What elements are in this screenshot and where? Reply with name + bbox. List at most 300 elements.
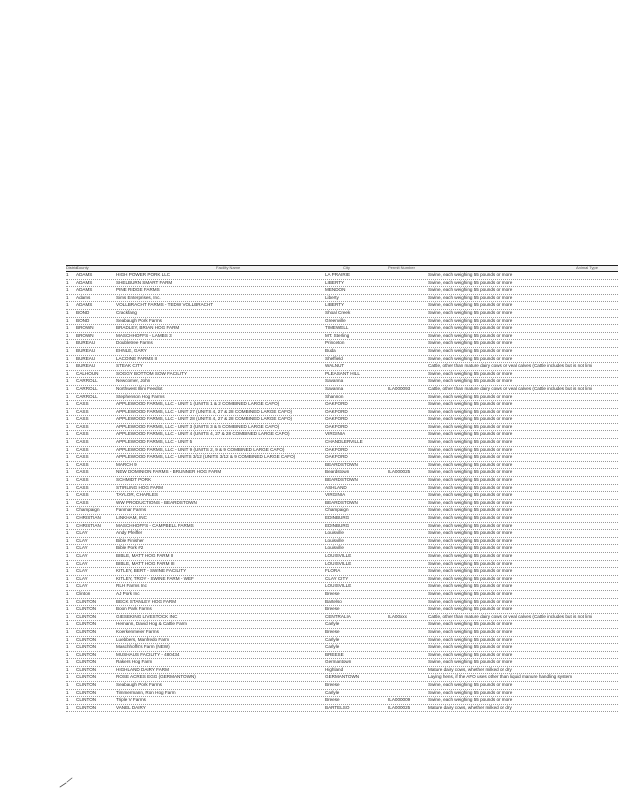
cell-facility-name: HIGH POWER PORK LLC	[116, 272, 171, 277]
cell-facility-name: Newcomer, John	[116, 378, 151, 384]
cell-district: 1	[66, 446, 69, 452]
cell-county: CHRISTIAN	[76, 522, 101, 528]
cell-animal-type: Swine, each weighing 55 pounds or more	[428, 355, 513, 361]
cell-district: 1	[66, 325, 69, 331]
cell-facility-name: Doubletree Farms	[116, 340, 153, 346]
cell-district: 1	[66, 682, 69, 688]
cell-animal-type: Swine, each weighing 55 pounds or more	[428, 332, 513, 338]
cell-facility-name: BECK STANLEY HOG FARM	[116, 598, 177, 604]
cell-city: BEARDSTOWN	[325, 499, 358, 505]
cell-city: Sheffield	[325, 355, 343, 361]
table-row	[66, 287, 618, 295]
cell-animal-type: Swine, each weighing 55 pounds or more	[428, 317, 513, 323]
table-row	[66, 507, 618, 515]
cell-city: MENDON	[325, 287, 346, 293]
cell-city: OAKFORD	[325, 446, 348, 452]
cell-district: 1	[66, 461, 69, 467]
table-row	[66, 401, 618, 409]
table-row	[66, 690, 618, 698]
table-row	[66, 500, 618, 508]
cell-district: 1	[66, 606, 69, 612]
cell-facility-name: APPLEWOOD FARMS, LLC - UNIT 5	[116, 439, 193, 445]
cell-district: 1	[66, 507, 69, 513]
header-district: District	[66, 265, 79, 271]
cell-animal-type: Cattle, other than mature dairy cows or veal calves (Cattle includes but is not limi	[428, 385, 593, 391]
cell-facility-name: GIESEKING LIVESTOCK INC	[116, 613, 178, 619]
cell-district: 1	[66, 287, 69, 293]
cell-facility-name: Bible Finisher	[116, 537, 144, 543]
cell-facility-name: WW PRODUCTIONS - BEARDSTOWN	[116, 499, 197, 505]
cell-district: 1	[66, 370, 69, 376]
cell-city: BEARDSTOWN	[325, 477, 358, 483]
cell-county: ADAMS	[76, 279, 93, 285]
cell-district: 1	[66, 431, 69, 437]
cell-facility-name: Bible Pork #2	[116, 545, 144, 551]
table-row	[66, 515, 618, 523]
cell-district: 1	[66, 659, 69, 665]
cell-county: CASS	[76, 416, 89, 422]
cell-facility-name: Andy Pfeiffer	[116, 530, 143, 536]
cell-county: BROWN	[76, 325, 94, 331]
cell-county: CLINTON	[76, 598, 97, 604]
cell-city: LIBERTY	[325, 302, 345, 308]
cell-facility-name: KITLEY, TROY - SWINE FARM - WEF	[116, 575, 194, 581]
cell-animal-type: Swine, each weighing 55 pounds or more	[428, 492, 513, 498]
cell-district: 1	[66, 590, 69, 596]
cell-county: CASS	[76, 499, 89, 505]
table-row	[66, 325, 618, 333]
cell-district: 1	[66, 355, 69, 361]
table-row	[66, 477, 618, 485]
cell-facility-name: Seabaugh Pork Farms	[116, 317, 162, 323]
cell-district: 1	[66, 568, 69, 574]
table-row	[66, 621, 618, 629]
table-row	[66, 363, 618, 371]
cell-district: 1	[66, 439, 69, 445]
cell-facility-name: Stephenson Hog Farms	[116, 393, 165, 399]
cell-district: 1	[66, 294, 69, 300]
cell-facility-name: APPLEWOOD FARMS, LLC - UNIT 9 (UNITS 2, 9 & 9 COMBINED LARGE CAFO)	[116, 446, 285, 452]
cell-city: LOUISVILLE	[325, 560, 352, 566]
table-row	[66, 538, 618, 546]
cell-animal-type: Swine, each weighing 55 pounds or more	[428, 454, 513, 460]
cell-county: BUREAU	[76, 347, 96, 353]
cell-facility-name: KITLEY, BERT - SWINE FACILITY	[116, 568, 187, 574]
cell-city: GERMANTOWN	[325, 674, 360, 680]
table-row	[66, 454, 618, 462]
cell-county: BOND	[76, 317, 90, 323]
cell-district: 1	[66, 545, 69, 551]
cell-animal-type: Swine, each weighing 55 pounds or more	[428, 272, 513, 277]
cell-facility-name: HIGHLAND DAIRY FARM	[116, 666, 169, 672]
cell-animal-type: Swine, each weighing 55 pounds or more	[428, 644, 513, 650]
table-row	[66, 659, 618, 667]
table-row	[66, 348, 618, 356]
cell-district: 1	[66, 385, 69, 391]
header-county: County	[76, 265, 89, 271]
cell-facility-name: SCHMIDT PORK	[116, 477, 152, 483]
cell-animal-type: Swine, each weighing 55 pounds or more	[428, 598, 513, 604]
cell-city: Shannon	[325, 393, 344, 399]
cell-facility-name: NEW DOMINION FARMS - BRUNNER HOG FARM	[116, 469, 222, 475]
table-row	[66, 424, 618, 432]
cell-city: Savanna	[325, 385, 344, 391]
cell-city: Louisville	[325, 537, 344, 543]
cell-animal-type: Swine, each weighing 55 pounds or more	[428, 499, 513, 505]
cell-city: MT. Sterling	[325, 332, 350, 338]
table-row	[66, 568, 618, 576]
cell-facility-name: BIBLE, MATT HOG FARM III	[116, 560, 175, 566]
cell-county: CLAY	[76, 568, 88, 574]
table-row	[66, 462, 618, 470]
table-header	[66, 265, 618, 272]
cell-district: 1	[66, 628, 69, 634]
cell-animal-type: Swine, each weighing 55 pounds or more	[428, 401, 513, 407]
cell-county: ADAMS	[76, 287, 93, 293]
cell-district: 1	[66, 416, 69, 422]
cell-county: CLINTON	[76, 659, 97, 665]
cell-animal-type: Swine, each weighing 55 pounds or more	[428, 583, 513, 589]
cell-county: ADAMS	[76, 302, 93, 308]
table-row	[66, 280, 618, 288]
cell-city: Highland	[325, 666, 344, 672]
cell-animal-type: Swine, each weighing 55 pounds or more	[428, 621, 513, 627]
cell-city: OAKFORD	[325, 454, 348, 460]
cell-district: 1	[66, 552, 69, 558]
cell-facility-name: Timmermann, Ron Hog Farm	[116, 689, 176, 695]
cell-city: Liberty	[325, 294, 339, 300]
cell-county: CALHOUN	[76, 370, 99, 376]
cell-animal-type: Swine, each weighing 55 pounds or more	[428, 309, 513, 315]
cell-district: 1	[66, 309, 69, 315]
cell-facility-name: APPLEWOOD FARMS, LLC - UNIT 1 (UNITS 1 & 2 COMBINED LARGE CAFO)	[116, 401, 280, 407]
cell-county: CARROLL	[76, 393, 98, 399]
cell-district: 1	[66, 689, 69, 695]
cell-city: FLORA	[325, 568, 341, 574]
cell-facility-name: Triple V Farms	[116, 697, 146, 703]
cell-district: 1	[66, 666, 69, 672]
cell-district: 1	[66, 697, 69, 703]
cell-district: 1	[66, 522, 69, 528]
table-row	[66, 378, 618, 386]
cell-county: CASS	[76, 401, 89, 407]
cell-district: 1	[66, 340, 69, 346]
cell-county: CLINTON	[76, 628, 97, 634]
cell-city: VIRGINIA	[325, 431, 346, 437]
cell-animal-type: Swine, each weighing 55 pounds or more	[428, 545, 513, 551]
cell-animal-type: Swine, each weighing 55 pounds or more	[428, 439, 513, 445]
cell-permit-number: ILA000093	[388, 385, 411, 391]
cell-animal-type: Swine, each weighing 55 pounds or more	[428, 408, 513, 414]
cell-animal-type: Mature dairy cows, whether milked or dry	[428, 666, 512, 672]
cell-county: Adams	[76, 294, 91, 300]
cell-animal-type: Swine, each weighing 55 pounds or more	[428, 393, 513, 399]
cell-county: CLINTON	[76, 644, 97, 650]
cell-district: 1	[66, 704, 69, 710]
cell-facility-name: ROSE ACRES EGG (GERMANTOWN)	[116, 674, 196, 680]
table-row	[66, 553, 618, 561]
cell-animal-type: Swine, each weighing 55 pounds or more	[428, 461, 513, 467]
cell-district: 1	[66, 469, 69, 475]
cell-city: Germantown	[325, 659, 352, 665]
cell-animal-type: Swine, each weighing 55 pounds or more	[428, 575, 513, 581]
cell-city: Breese	[325, 628, 340, 634]
cell-animal-type: Swine, each weighing 55 pounds or more	[428, 279, 513, 285]
table-row	[66, 371, 618, 379]
cell-animal-type: Swine, each weighing 55 pounds or more	[428, 515, 513, 520]
cell-facility-name: Boon Park Farms	[116, 606, 152, 612]
table-row	[66, 614, 618, 622]
header-permit: Permit Number	[388, 265, 415, 271]
cell-animal-type: Swine, each weighing 55 pounds or more	[428, 628, 513, 634]
cell-city: CHANDLERVILLE	[325, 439, 363, 445]
cell-county: CASS	[76, 439, 89, 445]
cell-county: CLINTON	[76, 704, 97, 710]
table-row	[66, 394, 618, 402]
pen-stroke-mark	[59, 774, 79, 788]
cell-county: CASS	[76, 423, 89, 429]
cell-facility-name: APPLEWOOD FARMS, LLC - UNIT 27 (UNITS 4, 27 & 28 COMBINED LARGE CAFO)	[116, 408, 293, 414]
cell-animal-type: Swine, each weighing 55 pounds or more	[428, 287, 513, 293]
cell-city: Shoal Creek	[325, 309, 351, 315]
cell-city: OAKFORD	[325, 408, 348, 414]
cell-facility-name: MASCHHOFFS - LAMBS 3	[116, 332, 172, 338]
cell-city: LOUISVILLE	[325, 583, 352, 589]
cell-facility-name: Seabaugh Pork Farms	[116, 682, 162, 688]
table-row	[66, 492, 618, 500]
cell-facility-name: SOGGY BOTTOM SOW FACILITY	[116, 370, 188, 376]
cell-animal-type: Swine, each weighing 55 pounds or more	[428, 325, 513, 331]
cell-animal-type: Swine, each weighing 55 pounds or more	[428, 370, 513, 376]
cell-county: CLAY	[76, 530, 88, 536]
cell-county: CASS	[76, 477, 89, 483]
cell-facility-name: RLH Farms Inc	[116, 583, 147, 589]
cell-city: Buda	[325, 347, 336, 353]
cell-animal-type: Swine, each weighing 55 pounds or more	[428, 477, 513, 483]
cell-facility-name: Sims Enterprises, Inc.	[116, 294, 161, 300]
cell-district: 1	[66, 332, 69, 338]
cell-county: BROWN	[76, 332, 94, 338]
cell-county: CLINTON	[76, 697, 97, 703]
cell-animal-type: Swine, each weighing 55 pounds or more	[428, 560, 513, 566]
cell-county: CLINTON	[76, 689, 97, 695]
cell-city: Champaign	[325, 507, 349, 513]
cell-city: BARTELSO	[325, 704, 350, 710]
cell-facility-name: SHELBURN SMART FARM	[116, 279, 173, 285]
cell-city: ASHLAND	[325, 484, 347, 490]
cell-animal-type: Swine, each weighing 55 pounds or more	[428, 530, 513, 536]
cell-county: CLAY	[76, 537, 88, 543]
cell-animal-type: Swine, each weighing 55 pounds or more	[428, 537, 513, 543]
cell-district: 1	[66, 302, 69, 308]
cell-county: Champaign	[76, 507, 100, 513]
cell-city: Beardstown	[325, 469, 350, 475]
cell-animal-type: Laying hens, if the AFO uses other than liquid manure handling system	[428, 674, 573, 680]
cell-facility-name: APPLEWOOD FARMS, LLC - UNIT 3 (UNITS 3 & 5 COMBINED LARGE CAFO)	[116, 423, 280, 429]
table-row	[66, 652, 618, 660]
table-row	[66, 682, 618, 690]
table-row	[66, 667, 618, 675]
facility-table	[66, 265, 618, 712]
cell-city: EDINBURG	[325, 515, 350, 520]
cell-city: LA PRAIRIE	[325, 272, 351, 277]
cell-facility-name: Koerkenmeier Farms	[116, 628, 159, 634]
cell-district: 1	[66, 575, 69, 581]
cell-district: 1	[66, 644, 69, 650]
cell-city: Carlyle	[325, 621, 340, 627]
cell-animal-type: Swine, each weighing 55 pounds or more	[428, 522, 513, 528]
table-row	[66, 637, 618, 645]
cell-district: 1	[66, 408, 69, 414]
cell-facility-name: EHNLE, GARY	[116, 347, 147, 353]
cell-city: BREESE	[325, 651, 344, 657]
cell-district: 1	[66, 378, 69, 384]
table-row	[66, 409, 618, 417]
cell-district: 1	[66, 477, 69, 483]
cell-animal-type: Swine, each weighing 55 pounds or more	[428, 423, 513, 429]
table-row	[66, 310, 618, 318]
cell-animal-type: Swine, each weighing 55 pounds or more	[428, 340, 513, 346]
cell-county: BOND	[76, 309, 90, 315]
cell-district: 1	[66, 401, 69, 407]
cell-facility-name: PINE RIDGE FARMS	[116, 287, 160, 293]
cell-animal-type: Mature dairy cows, whether milked or dry	[428, 704, 512, 710]
cell-district: 1	[66, 279, 69, 285]
table-row	[66, 606, 618, 614]
cell-city: WALNUT	[325, 363, 345, 369]
cell-county: CLINTON	[76, 682, 97, 688]
cell-county: CLAY	[76, 552, 88, 558]
cell-animal-type: Swine, each weighing 55 pounds or more	[428, 689, 513, 695]
table-row	[66, 431, 618, 439]
cell-district: 1	[66, 537, 69, 543]
cell-district: 1	[66, 393, 69, 399]
cell-facility-name: APPLEWOOD FARMS, LLC - UNIT 28 (UNITS 4, 27 & 28 COMBINED LARGE CAFO)	[116, 416, 293, 422]
table-row	[66, 591, 618, 599]
cell-county: CLINTON	[76, 621, 97, 627]
cell-animal-type: Cattle, other than mature dairy cows or veal calves (Cattle includes but is not limi	[428, 613, 593, 619]
cell-city: Louisville	[325, 530, 344, 536]
cell-city: TIMEWELL	[325, 325, 349, 331]
cell-district: 1	[66, 674, 69, 680]
cell-county: CLINTON	[76, 666, 97, 672]
cell-county: CARROLL	[76, 385, 98, 391]
cell-district: 1	[66, 423, 69, 429]
table-body	[66, 272, 618, 712]
cell-county: ADAMS	[76, 272, 93, 277]
cell-county: CASS	[76, 446, 89, 452]
cell-facility-name: APPLEWOOD FARMS, LLC - UNIT 4 (UNITS 4, 27 & 28 COMBINED LARGE CAFO)	[116, 431, 290, 437]
cell-animal-type: Swine, each weighing 55 pounds or more	[428, 416, 513, 422]
cell-facility-name: AJ Pork Inc	[116, 590, 140, 596]
cell-city: Breese	[325, 697, 340, 703]
cell-city: CLAY CITY	[325, 575, 349, 581]
cell-animal-type: Swine, each weighing 55 pounds or more	[428, 294, 513, 300]
cell-county: CASS	[76, 492, 89, 498]
cell-facility-name: MARCH 9	[116, 461, 137, 467]
cell-city: Savanna	[325, 378, 344, 384]
table-row	[66, 356, 618, 364]
table-row	[66, 561, 618, 569]
cell-county: BUREAU	[76, 355, 96, 361]
table-row	[66, 705, 618, 713]
cell-district: 1	[66, 560, 69, 566]
table-row	[66, 674, 618, 682]
cell-facility-name: VANEL DAIRY	[116, 704, 146, 710]
cell-animal-type: Swine, each weighing 55 pounds or more	[428, 469, 513, 475]
cell-district: 1	[66, 499, 69, 505]
cell-facility-name: Northwest Illini Feedlot	[116, 385, 163, 391]
cell-city: Greenville	[325, 317, 346, 323]
cell-facility-name: LACOINE FARMS II	[116, 355, 158, 361]
cell-county: CLINTON	[76, 613, 97, 619]
table-row	[66, 485, 618, 493]
cell-animal-type: Cattle, other than mature dairy cows or veal calves (Cattle includes but is not limi	[428, 363, 593, 369]
table-row	[66, 439, 618, 447]
table-row	[66, 469, 618, 477]
cell-county: CLAY	[76, 575, 88, 581]
table-row	[66, 530, 618, 538]
table-row	[66, 599, 618, 607]
cell-city: VIRGINIA	[325, 492, 346, 498]
cell-facility-name: BIBLE, MATT HOG FARM II	[116, 552, 174, 558]
cell-district: 1	[66, 317, 69, 323]
cell-animal-type: Swine, each weighing 55 pounds or more	[428, 347, 513, 353]
cell-animal-type: Swine, each weighing 55 pounds or more	[428, 302, 513, 308]
table-row	[66, 318, 618, 326]
cell-city: LOUISVILLE	[325, 552, 352, 558]
cell-district: 1	[66, 598, 69, 604]
cell-district: 1	[66, 515, 69, 520]
cell-county: BUREAU	[76, 363, 96, 369]
cell-district: 1	[66, 347, 69, 353]
cell-facility-name: MASCHHOFFS - CAMPBELL FARMS	[116, 522, 194, 528]
cell-county: Clinton	[76, 590, 91, 596]
cell-county: CASS	[76, 431, 89, 437]
cell-facility-name: Rakers Hog Farm	[116, 659, 153, 665]
cell-district: 1	[66, 583, 69, 589]
table-row	[66, 545, 618, 553]
cell-facility-name: APPLEWOOD FARMS, LLC - UNITS 3/12 (UNITS 3/12 & 9 COMBINED LARGE CAFO)	[116, 454, 296, 460]
cell-animal-type: Swine, each weighing 55 pounds or more	[428, 682, 513, 688]
cell-district: 1	[66, 484, 69, 490]
cell-animal-type: Swine, each weighing 55 pounds or more	[428, 606, 513, 612]
table-row	[66, 302, 618, 310]
table-row	[66, 447, 618, 455]
cell-facility-name: TAYLOR, CHARLES	[116, 492, 158, 498]
cell-city: Breese	[325, 682, 340, 688]
cell-city: BEARDSTOWN	[325, 461, 358, 467]
cell-county: CASS	[76, 469, 89, 475]
cell-animal-type: Swine, each weighing 55 pounds or more	[428, 659, 513, 665]
cell-animal-type: Swine, each weighing 55 pounds or more	[428, 590, 513, 596]
cell-city: OAKFORD	[325, 416, 348, 422]
table-row	[66, 333, 618, 341]
cell-county: CLAY	[76, 545, 88, 551]
header-facility: Facility Name	[216, 265, 241, 271]
cell-district: 1	[66, 454, 69, 460]
cell-facility-name: LINKHAM, INC	[116, 515, 147, 520]
cell-county: CHRISTIAN	[76, 515, 101, 520]
cell-facility-name: MUSHAUS FACILITY - 480434	[116, 651, 180, 657]
cell-city: CENTRALIA	[325, 613, 351, 619]
cell-district: 1	[66, 613, 69, 619]
cell-animal-type: Swine, each weighing 55 pounds or more	[428, 636, 513, 642]
cell-animal-type: Swine, each weighing 55 pounds or more	[428, 697, 513, 703]
cell-animal-type: Swine, each weighing 55 pounds or more	[428, 651, 513, 657]
cell-facility-name: BRADLEY, BRIAN HOG FARM	[116, 325, 180, 331]
cell-city: Princeton	[325, 340, 345, 346]
